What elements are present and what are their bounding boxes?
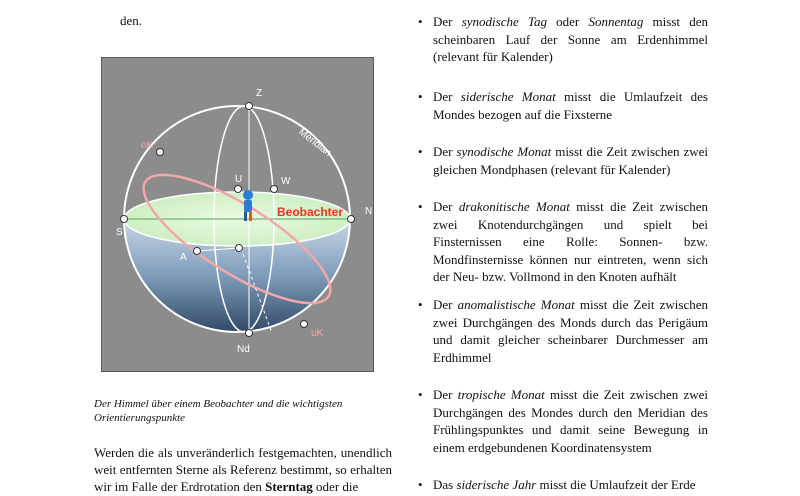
bullet: •	[418, 297, 423, 312]
item-term: tropische Monat	[457, 387, 545, 402]
celestial-sphere-diagram	[102, 58, 373, 371]
item-text: oder	[546, 14, 589, 29]
item-term: siderische Jahr	[456, 477, 537, 492]
continuation-text: den.	[120, 13, 143, 28]
item-text: misst die Umlaufzeit der Erde	[536, 477, 696, 492]
item-text: Der	[433, 199, 459, 214]
celestial-sphere-figure	[101, 57, 374, 372]
item-text: misst die Umlaufzeit des Mondes bezogen auf die Fixsterne	[433, 89, 708, 122]
item-term: synodische Monat	[456, 144, 552, 159]
bullet: •	[418, 14, 423, 29]
label-lower-culmination: uK	[311, 328, 324, 339]
bullet: •	[418, 144, 423, 159]
north-point	[348, 216, 355, 223]
bullet: •	[418, 199, 423, 214]
west-point	[271, 186, 278, 193]
bullet: •	[418, 477, 423, 492]
label-observer: Beobachter	[277, 205, 344, 219]
bullet: •	[418, 387, 423, 402]
item-text: Das	[433, 477, 457, 492]
nadir-point	[246, 330, 253, 337]
item-text: misst die Zeit zwischen zwei Durchgängen des Mondes durch den Meridian des Frühlingspunktes und damit seine Bewegung in einem erdgebundenen Koordinatensystem	[433, 387, 708, 455]
item-text: misst die Zeit zwischen zwei Durchgängen des Monds durch das Perigäum und damit gleicher scheinbarer Durchmesser am Erdhimmel	[433, 297, 709, 365]
item-term: siderische Monat	[460, 89, 556, 104]
center-point	[236, 245, 243, 252]
paragraph-text-end: oder die	[312, 479, 359, 494]
upper-culmination-point	[157, 149, 164, 156]
paragraph-text: Werden die als unveränderlich festgemachten, unendlich weit entfernten Sterne als Referenz bestimmt, so erhalten wir im Falle der Erdrotation den	[94, 445, 392, 494]
label-aufgang: A	[180, 252, 187, 263]
paragraph-bold-term: Sterntag	[265, 479, 313, 494]
u-point	[235, 186, 242, 193]
aufgang-point	[194, 248, 201, 255]
bullet: •	[418, 89, 423, 104]
label-nadir: Nd	[237, 344, 250, 355]
item-text: Der	[433, 89, 461, 104]
body-paragraph	[94, 444, 392, 495]
figure-caption: Der Himmel über einem Beobachter und die wichtigsten Orientierungspunkte	[94, 398, 343, 424]
item-term: synodische Tag	[461, 14, 547, 29]
label-meridian: Meridian	[296, 126, 334, 159]
label-west: W	[281, 176, 291, 187]
south-point	[121, 216, 128, 223]
label-u: U	[235, 174, 243, 185]
item-text: misst die Zeit zwischen zwei Knotendurchgängen und spielt bei Finsternissen eine Rolle: Sonnen- bzw. Mondfinsternisse können nur eintreten, wenn sich der Neu- bzw. Vollmond in den Knoten aufhält	[433, 199, 708, 285]
item-term: drakonitische Monat	[458, 199, 570, 214]
label-south: S	[116, 227, 123, 238]
item-text: misst die Zeit zwischen zwei gleichen Mondphasen (relevant für Kalender)	[433, 144, 708, 177]
item-text: Der	[433, 387, 458, 402]
label-zenith: Z	[256, 88, 263, 99]
label-north: N	[365, 206, 373, 217]
zenith-point	[246, 103, 253, 110]
item-term: anomalistische Monat	[457, 297, 575, 312]
item-text: Der	[433, 144, 457, 159]
item-term: Sonnentag	[588, 14, 644, 29]
item-text: Der	[433, 297, 458, 312]
lower-culmination-point	[301, 321, 308, 328]
item-text: misst den scheinbaren Lauf der Sonne am Erdenhimmel (relevant für Kalender)	[433, 14, 708, 65]
label-upper-culmination: oK	[141, 140, 154, 151]
item-text: Der	[433, 14, 462, 29]
